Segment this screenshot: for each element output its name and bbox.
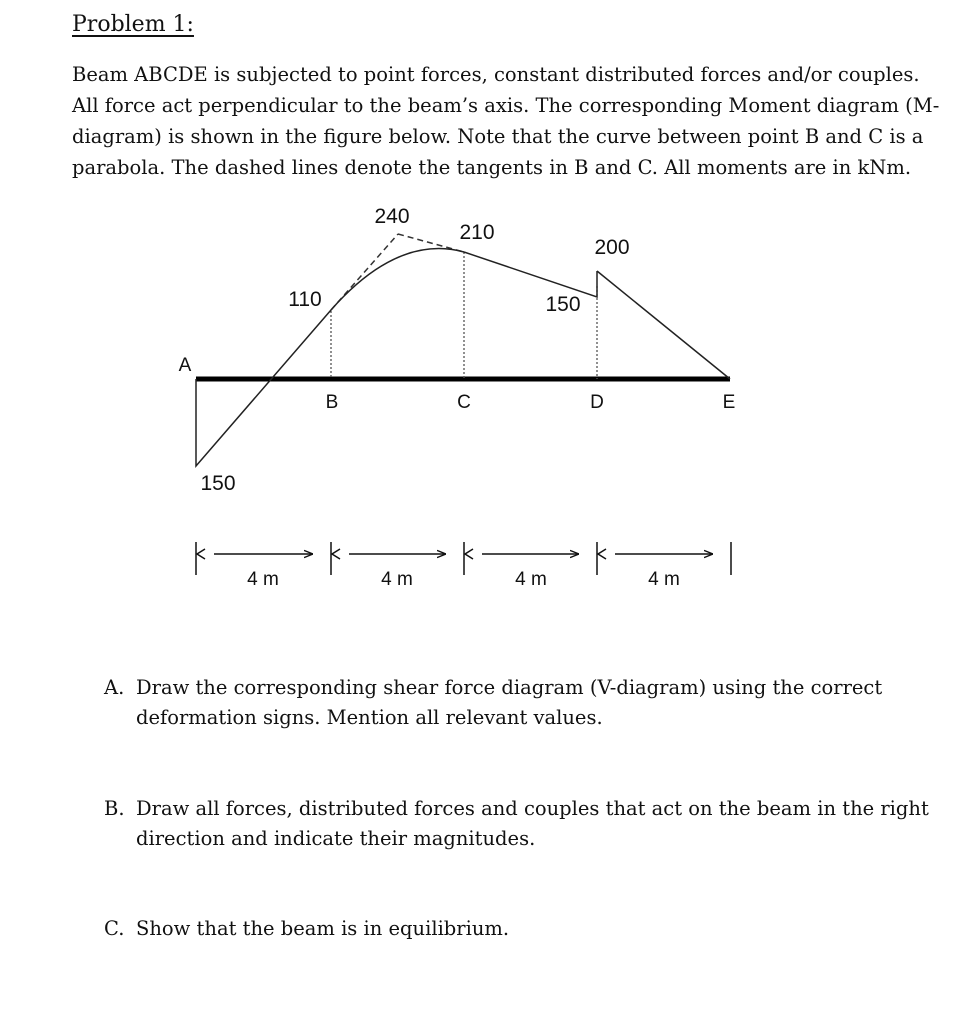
question-text: Draw the corresponding shear force diagram (V-diagram) using the correct [136, 676, 883, 699]
problem-title: Problem 1: [72, 12, 194, 37]
intro-line: All force act perpendicular to the beam’s axis. The corresponding Moment diagram (M- [72, 94, 940, 117]
question-text: Draw all forces, distributed forces and couples that act on the beam in the right [136, 797, 929, 820]
span-label: 4 m [648, 569, 680, 590]
question-a [104, 673, 882, 733]
intro-line: Beam ABCDE is subjected to point forces, constant distributed forces and/or couples. [72, 63, 920, 86]
moment-value-a: 150 [200, 472, 236, 495]
moment-diagram [0, 195, 954, 595]
question-b [104, 794, 929, 854]
moment-curve-ab [196, 310, 331, 466]
question-text: Show that the beam is in equilibrium. [136, 917, 510, 940]
question-text: direction and indicate their magnitudes. [136, 827, 536, 850]
moment-value-peak: 240 [374, 205, 410, 228]
point-label-c: C [457, 392, 471, 413]
moment-value-d-right: 200 [594, 236, 630, 259]
question-letter: A. [104, 676, 125, 699]
moment-curve-de [597, 271, 730, 379]
span-label: 4 m [515, 569, 547, 590]
moment-value-c: 210 [459, 221, 495, 244]
moment-curve-cd [464, 252, 597, 297]
intro-line: parabola. The dashed lines denote the tangents in B and C. All moments are in kNm. [72, 156, 912, 179]
question-text: deformation signs. Mention all relevant values. [136, 706, 603, 729]
moment-value-b: 110 [288, 288, 322, 311]
point-label-a: A [178, 355, 192, 376]
question-c [104, 914, 509, 944]
moment-curve-bc [331, 249, 464, 310]
moment-value-d-left: 150 [545, 293, 581, 316]
span-label: 4 m [381, 569, 413, 590]
span-label: 4 m [247, 569, 279, 590]
question-letter: B. [104, 797, 125, 820]
question-letter: C. [104, 917, 125, 940]
problem-intro [72, 59, 940, 183]
point-label-b: B [325, 392, 339, 413]
intro-line: diagram) is shown in the figure below. Note that the curve between point B and C is a [72, 125, 924, 148]
point-label-e: E [722, 392, 736, 413]
point-label-d: D [590, 392, 604, 413]
